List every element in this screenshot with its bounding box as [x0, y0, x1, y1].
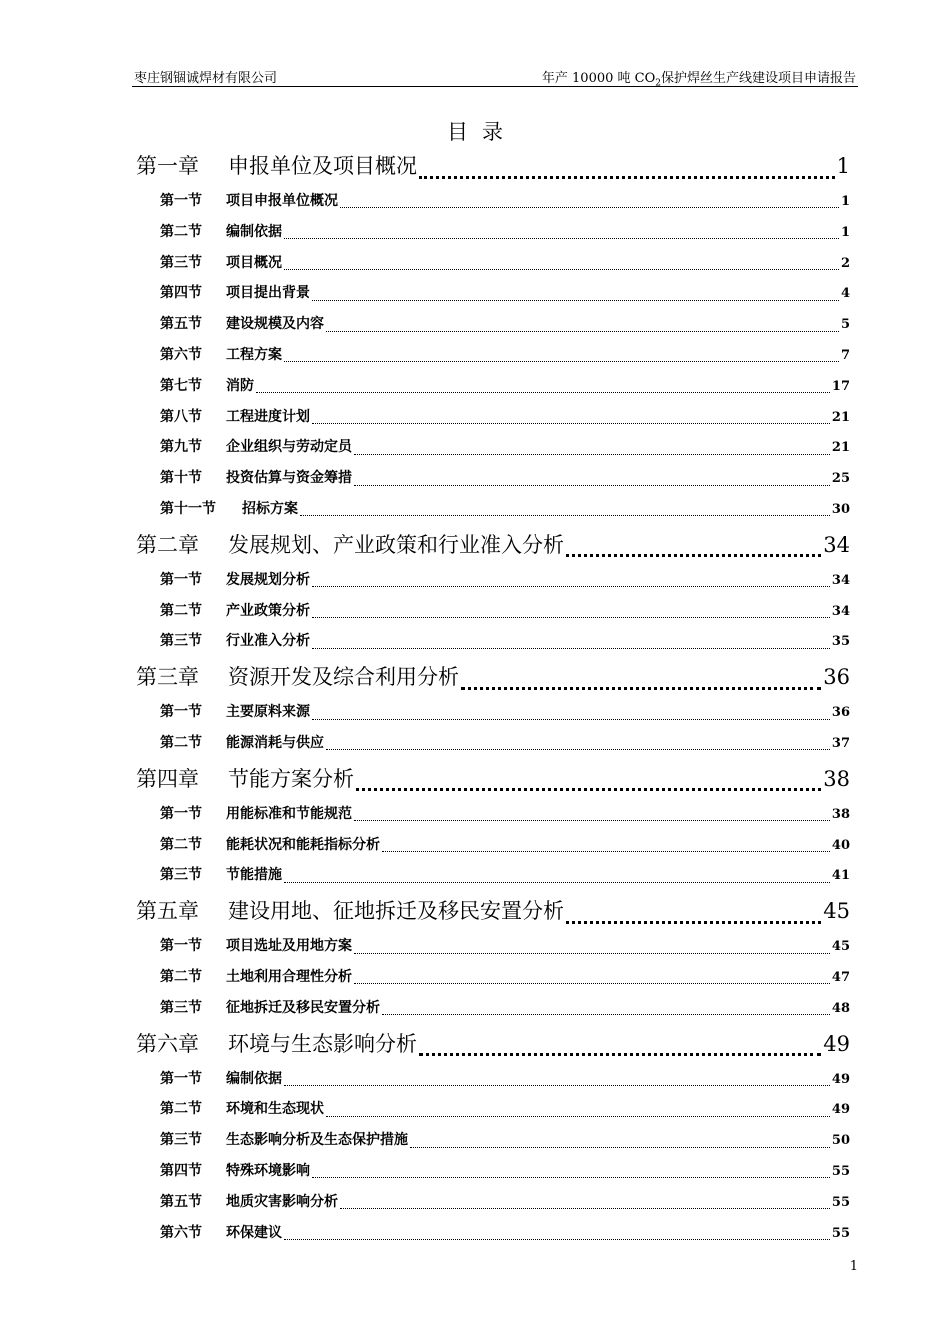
- toc-section-title: 建设规模及内容: [226, 316, 324, 333]
- toc-section-title: 节能措施: [226, 867, 282, 884]
- toc-section-page-number: 5: [840, 317, 850, 333]
- toc-section-leader-dots: [340, 196, 839, 208]
- toc-section-page-number: 40: [831, 837, 850, 853]
- toc-section[interactable]: [136, 830, 850, 861]
- toc-chapter-title: 建设用地、征地拆迁及移民安置分析: [228, 899, 564, 924]
- toc-section[interactable]: [136, 402, 850, 433]
- toc-section-number: 第三节: [160, 1132, 202, 1149]
- toc-chapter-title: 申报单位及项目概况: [228, 154, 417, 178]
- toc-chapter-number: 第一章: [136, 154, 199, 178]
- header-company: 枣庄钢锢诚焊材有限公司: [134, 71, 278, 86]
- toc-section-title: 发展规划分析: [226, 571, 310, 588]
- toc-section-number: 第四节: [160, 1162, 202, 1179]
- toc-section[interactable]: [136, 217, 850, 248]
- toc-section-leader-dots: [312, 289, 839, 301]
- toc-section-number: 第三节: [160, 633, 202, 650]
- toc-chapter-title: 资源开发及综合利用分析: [228, 665, 459, 690]
- toc-chapter[interactable]: [136, 146, 850, 186]
- toc-section-number: 第一节: [160, 1070, 202, 1087]
- header-report-prefix: 年产 10000 吨 CO: [541, 71, 656, 86]
- toc-section-title: 项目提出背景: [226, 285, 310, 302]
- toc-section-leader-dots: [284, 350, 839, 362]
- page-header: [132, 64, 858, 87]
- toc-section[interactable]: [136, 1187, 850, 1218]
- toc-section-leader-dots: [312, 1166, 830, 1178]
- toc-section[interactable]: [136, 494, 850, 525]
- table-of-contents: [136, 146, 850, 1248]
- toc-section-title: 编制依据: [226, 1070, 282, 1087]
- toc-section-title: 项目申报单位概况: [226, 193, 338, 209]
- toc-section-title: 环保建议: [226, 1224, 282, 1241]
- toc-section-leader-dots: [256, 381, 830, 393]
- toc-section-title: 投资估算与资金筹措: [226, 470, 352, 487]
- toc-section[interactable]: [136, 186, 850, 217]
- toc-section-page-number: 49: [831, 1071, 850, 1087]
- toc-section-leader-dots: [312, 606, 830, 618]
- toc-section[interactable]: [136, 1094, 850, 1125]
- toc-chapter[interactable]: [136, 891, 850, 931]
- toc-section-number: 第二节: [160, 734, 202, 751]
- toc-section-page-number: 55: [831, 1225, 850, 1241]
- toc-section-page-number: 49: [831, 1102, 850, 1118]
- toc-section-page-number: 34: [831, 603, 850, 619]
- toc-section-page-number: 45: [831, 939, 850, 955]
- toc-section-leader-dots: [326, 738, 830, 750]
- toc-section-leader-dots: [354, 474, 830, 486]
- toc-section-page-number: 55: [831, 1194, 850, 1210]
- toc-section-title: 能耗状况和能耗指标分析: [226, 836, 380, 853]
- toc-chapter-number: 第四章: [136, 766, 199, 791]
- toc-section[interactable]: [136, 278, 850, 309]
- toc-section-number: 第一节: [160, 704, 202, 721]
- toc-section[interactable]: [136, 1218, 850, 1249]
- toc-section-number: 第二节: [160, 602, 202, 619]
- toc-section-number: 第一节: [160, 938, 202, 955]
- toc-chapter[interactable]: [136, 525, 850, 565]
- toc-section-page-number: 4: [840, 286, 850, 302]
- toc-section[interactable]: [136, 931, 850, 962]
- toc-section-number: 第五节: [160, 316, 202, 333]
- toc-chapter-title: 环境与生态影响分析: [228, 1031, 417, 1056]
- toc-section-title: 生态影响分析及生态保护措施: [226, 1132, 408, 1149]
- toc-chapter-title: 节能方案分析: [228, 766, 354, 791]
- toc-chapter-page-number: 36: [823, 665, 850, 690]
- toc-section-page-number: 34: [831, 572, 850, 588]
- toc-section-page-number: 30: [831, 501, 850, 517]
- toc-section-title: 主要原料来源: [226, 704, 310, 721]
- toc-section[interactable]: [136, 596, 850, 627]
- toc-chapter-leader-dots: [566, 903, 821, 924]
- toc-section-title: 行业准入分析: [226, 633, 310, 650]
- toc-chapter-page-number: 45: [823, 899, 850, 924]
- toc-section-leader-dots: [354, 942, 830, 954]
- toc-section-page-number: 37: [831, 735, 850, 751]
- header-report-suffix: 保护焊丝生产线建设项目申请报告: [660, 71, 856, 86]
- toc-section-number: 第十一节: [160, 500, 216, 517]
- page-number: 1: [849, 1259, 858, 1274]
- toc-section-number: 第三节: [160, 254, 202, 271]
- toc-section-number: 第二节: [160, 836, 202, 853]
- toc-section-title: 项目概况: [226, 254, 282, 271]
- toc-section-page-number: 41: [831, 868, 850, 884]
- toc-chapter-leader-dots: [566, 536, 821, 557]
- toc-section-page-number: 21: [831, 409, 850, 425]
- toc-section-title: 产业政策分析: [226, 602, 310, 619]
- toc-section-leader-dots: [340, 1197, 830, 1209]
- toc-section-page-number: 17: [831, 378, 850, 394]
- toc-section-leader-dots: [284, 258, 839, 270]
- header-report-sub: 2: [655, 78, 661, 89]
- toc-section-page-number: 2: [840, 255, 850, 271]
- toc-section-page-number: 38: [831, 806, 850, 822]
- toc-section[interactable]: [136, 340, 850, 371]
- toc-section-page-number: 48: [831, 1000, 850, 1016]
- toc-section-number: 第五节: [160, 1193, 202, 1210]
- toc-section-title: 地质灾害影响分析: [226, 1193, 338, 1210]
- toc-section-leader-dots: [284, 871, 830, 883]
- toc-section-page-number: 7: [840, 347, 850, 363]
- toc-section-page-number: 35: [831, 634, 850, 650]
- toc-section-leader-dots: [284, 1074, 830, 1086]
- toc-section[interactable]: [136, 728, 850, 759]
- toc-section-title: 环境和生态现状: [226, 1101, 324, 1118]
- toc-section-leader-dots: [312, 412, 830, 424]
- toc-section-leader-dots: [312, 637, 830, 649]
- toc-chapter-page-number: 34: [823, 532, 850, 557]
- toc-chapter-leader-dots: [419, 158, 835, 179]
- toc-section-number: 第四节: [160, 285, 202, 302]
- toc-section-number: 第一节: [160, 571, 202, 588]
- toc-chapter[interactable]: [136, 1024, 850, 1064]
- toc-chapter-number: 第六章: [136, 1031, 199, 1056]
- toc-section-title: 企业组织与劳动定员: [226, 439, 352, 456]
- toc-section[interactable]: [136, 626, 850, 657]
- toc-section-leader-dots: [312, 575, 830, 587]
- toc-section-page-number: 50: [831, 1133, 850, 1149]
- toc-chapter-leader-dots: [461, 669, 821, 690]
- toc-chapter[interactable]: [136, 657, 850, 697]
- toc-section-title: 土地利用合理性分析: [226, 968, 352, 985]
- toc-section[interactable]: [136, 309, 850, 340]
- toc-section[interactable]: [136, 463, 850, 494]
- toc-section[interactable]: [136, 248, 850, 279]
- toc-section-leader-dots: [300, 504, 830, 516]
- toc-section[interactable]: [136, 1125, 850, 1156]
- toc-section-title: 特殊环境影响: [226, 1162, 310, 1179]
- toc-section[interactable]: [136, 993, 850, 1024]
- toc-section-leader-dots: [312, 708, 830, 720]
- toc-section[interactable]: [136, 860, 850, 891]
- toc-section-title: 能源消耗与供应: [226, 734, 324, 751]
- toc-section-page-number: 55: [831, 1163, 850, 1179]
- header-report-title: [542, 67, 856, 89]
- toc-section-leader-dots: [354, 443, 830, 455]
- toc-section-number: 第十节: [160, 470, 202, 487]
- toc-section-leader-dots: [382, 840, 830, 852]
- toc-section-number: 第一节: [160, 193, 202, 209]
- toc-section-leader-dots: [326, 320, 839, 332]
- toc-chapter-number: 第五章: [136, 899, 199, 924]
- toc-section[interactable]: [136, 565, 850, 596]
- toc-section[interactable]: [136, 1156, 850, 1187]
- toc-section-leader-dots: [354, 809, 830, 821]
- toc-chapter-leader-dots: [356, 770, 821, 791]
- toc-section-page-number: 1: [840, 194, 850, 209]
- toc-section-leader-dots: [284, 1228, 830, 1240]
- toc-chapter-number: 第三章: [136, 665, 199, 690]
- toc-section-leader-dots: [284, 227, 839, 239]
- toc-section-number: 第六节: [160, 346, 202, 363]
- toc-section-number: 第八节: [160, 408, 202, 425]
- toc-section[interactable]: [136, 962, 850, 993]
- toc-section-title: 用能标准和节能规范: [226, 805, 352, 822]
- toc-section-title: 工程方案: [226, 346, 282, 363]
- toc-section-number: 第六节: [160, 1224, 202, 1241]
- toc-chapter-number: 第二章: [136, 532, 199, 557]
- toc-section-number: 第九节: [160, 439, 202, 456]
- toc-section-leader-dots: [382, 1003, 830, 1015]
- toc-section-number: 第一节: [160, 805, 202, 822]
- toc-chapter-title: 发展规划、产业政策和行业准入分析: [228, 532, 564, 557]
- toc-section-title: 编制依据: [226, 223, 282, 240]
- toc-chapter-page-number: 49: [823, 1031, 850, 1056]
- toc-section-number: 第二节: [160, 1101, 202, 1118]
- toc-chapter-page-number: 1: [836, 154, 850, 178]
- toc-section[interactable]: [136, 432, 850, 463]
- toc-section[interactable]: [136, 799, 850, 830]
- toc-section-page-number: 1: [840, 224, 850, 240]
- toc-title: 目录: [447, 120, 517, 144]
- toc-section[interactable]: [136, 697, 850, 728]
- toc-section-leader-dots: [354, 972, 830, 984]
- toc-section-title: 项目选址及用地方案: [226, 938, 352, 955]
- toc-section[interactable]: [136, 371, 850, 402]
- toc-chapter-page-number: 38: [823, 766, 850, 791]
- toc-section-title: 消防: [226, 377, 254, 394]
- toc-section-number: 第二节: [160, 968, 202, 985]
- toc-section-title: 招标方案: [242, 500, 298, 517]
- toc-section-number: 第三节: [160, 867, 202, 884]
- toc-section-page-number: 36: [831, 705, 850, 721]
- toc-section-page-number: 47: [831, 969, 850, 985]
- toc-section-leader-dots: [410, 1136, 830, 1148]
- toc-section-number: 第三节: [160, 999, 202, 1016]
- toc-section-number: 第七节: [160, 377, 202, 394]
- toc-chapter[interactable]: [136, 759, 850, 799]
- toc-section-page-number: 21: [831, 440, 850, 456]
- toc-section-page-number: 25: [831, 471, 850, 487]
- toc-section-title: 征地拆迁及移民安置分析: [226, 999, 380, 1016]
- toc-section-number: 第二节: [160, 223, 202, 240]
- toc-section-leader-dots: [326, 1105, 830, 1117]
- toc-section-title: 工程进度计划: [226, 408, 310, 425]
- toc-chapter-leader-dots: [419, 1035, 821, 1056]
- toc-section[interactable]: [136, 1064, 850, 1095]
